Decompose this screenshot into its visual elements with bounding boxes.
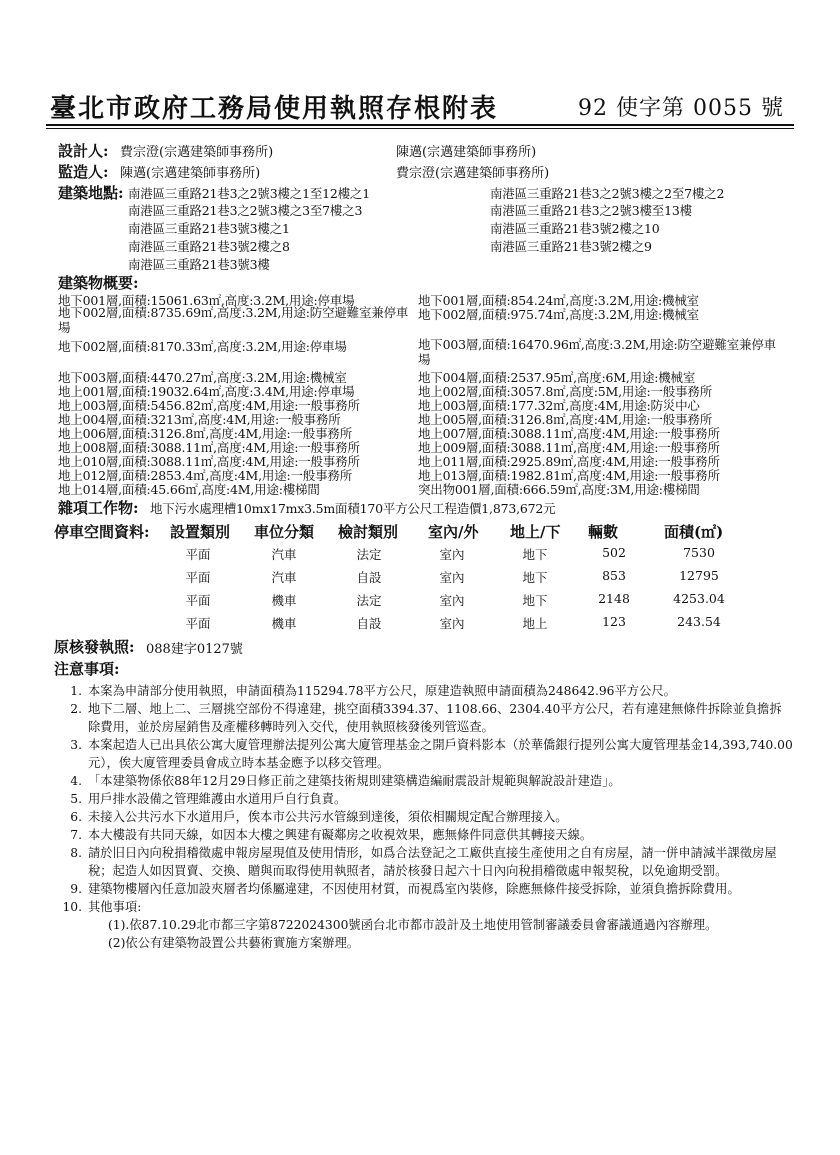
floor-entry: 地上009層,面積:3088.11㎡,高度:4M,用途:一般事務所 bbox=[418, 440, 720, 455]
parking-cell: 243.54 bbox=[677, 614, 721, 629]
note-item: 6. 未接入公共污水下水道用戶，俟本市公共污水管線到達後，須依相關規定配合辦理接入。 bbox=[70, 810, 568, 824]
parking-cell: 123 bbox=[602, 614, 626, 629]
designer-right: 陳邁(宗邁建築師事務所) bbox=[396, 145, 537, 160]
parking-cell: 平面 bbox=[185, 593, 211, 608]
floor-entry: 地上002層,面積:3057.8㎡,高度:5M,用途:一般事務所 bbox=[418, 384, 713, 399]
floor-entry: 地下002層,面積:8735.69㎡,高度:3.2M,用途:防空避難室兼停車場 bbox=[58, 305, 409, 335]
parking-cell: 室內 bbox=[439, 616, 465, 631]
parking-cell: 4253.04 bbox=[673, 591, 725, 606]
misc-work-text: 地下污水處理槽10mx17mx3.5m面積170平方公尺工程造價1,873,672元 bbox=[150, 501, 556, 516]
parking-cell: 機車 bbox=[271, 593, 297, 608]
designer-label: 設計人: bbox=[58, 142, 109, 160]
parking-cell: 自設 bbox=[356, 616, 382, 631]
parking-header: 室內/外 bbox=[428, 523, 479, 541]
title-rule-thin bbox=[46, 128, 794, 129]
note-item: 9. 建築物樓層內任意加設夾層者均係屬違建，不因使用材質，而視爲室內裝修，除應無條件接受拆除，並須負擔拆除費用。 bbox=[70, 882, 740, 896]
parking-cell: 汽車 bbox=[271, 547, 297, 562]
site-address: 南港區三重路21巷3之2號3樓之1至12樓之1 bbox=[128, 186, 370, 201]
misc-work-label: 雜項工作物: bbox=[58, 499, 139, 517]
original-permit-label: 原核發執照: bbox=[54, 638, 135, 656]
note-item: 4. 「本建築物係依88年12月29日修正前之建築技術規則建築構造編耐震設計規範與解說設計建造」。 bbox=[70, 774, 621, 788]
floor-entry: 地下003層,面積:4470.27㎡,高度:3.2M,用途:機械室 bbox=[58, 370, 347, 385]
document-title: 臺北市政府工務局使用執照存根附表 bbox=[50, 94, 499, 124]
parking-cell: 平面 bbox=[185, 616, 211, 631]
parking-header: 面積(㎡) bbox=[664, 523, 724, 541]
site-address: 南港區三重路21巷3號3樓之1 bbox=[128, 221, 290, 236]
note-item: 3. 本案起造人已出具依公寓大廈管理辦法提列公寓大廈管理基金之開戶資料影本（於華僑銀行提列公寓大廈管理基金14,393,740.00元），俟大廈管理委員會成立時本基金應予以移交管理。 bbox=[70, 738, 793, 770]
parking-header: 車位分類 bbox=[254, 523, 315, 541]
floor-entry: 地上004層,面積:3213㎡,高度:4M,用途:一般事務所 bbox=[58, 412, 341, 427]
floor-entry: 地上003層,面積:5456.82㎡,高度:4M,用途:一般事務所 bbox=[58, 398, 360, 413]
parking-cell: 機車 bbox=[271, 616, 297, 631]
parking-cell: 地下 bbox=[522, 593, 548, 608]
original-permit-value: 088建字0127號 bbox=[146, 642, 243, 657]
parking-cell: 853 bbox=[602, 568, 626, 583]
floor-entry: 地上008層,面積:3088.11㎡,高度:4M,用途:一般事務所 bbox=[58, 440, 360, 455]
floor-entry: 地上012層,面積:2853.4㎡,高度:4M,用途:一般事務所 bbox=[58, 468, 353, 483]
floor-entry: 地下002層,面積:975.74㎡,高度:3.2M,用途:機械室 bbox=[418, 307, 699, 322]
parking-cell: 502 bbox=[602, 545, 626, 560]
site-address: 南港區三重路21巷3號2樓之8 bbox=[128, 239, 290, 254]
floor-entry: 地下001層,面積:854.24㎡,高度:3.2M,用途:機械室 bbox=[418, 293, 699, 308]
parking-cell: 7530 bbox=[683, 545, 715, 560]
parking-header: 檢討類別 bbox=[338, 523, 399, 541]
floor-entry: 地下001層,面積:15061.63㎡,高度:3.2M,用途:停車場 bbox=[58, 293, 355, 308]
floor-entry: 地上001層,面積:19032.64㎡,高度:3.4M,用途:停車場 bbox=[58, 384, 355, 399]
parking-cell: 平面 bbox=[185, 570, 211, 585]
supervisor-right: 費宗澄(宗邁建築師事務所) bbox=[396, 166, 550, 181]
permit-number: 92 使字第 0055 號 bbox=[578, 96, 784, 121]
parking-label: 停車空間資料: bbox=[54, 523, 150, 541]
site-address: 南港區三重路21巷3之2號3樓之3至7樓之3 bbox=[128, 203, 363, 218]
parking-cell: 2148 bbox=[598, 591, 630, 606]
supervisor-left: 陳邁(宗邁建築師事務所) bbox=[120, 166, 261, 181]
floor-entry: 地上013層,面積:1982.81㎡,高度:4M,用途:一般事務所 bbox=[418, 468, 720, 483]
floor-entry: 地下002層,面積:8170.33㎡,高度:3.2M,用途:停車場 bbox=[58, 339, 347, 354]
parking-cell: 地下 bbox=[522, 570, 548, 585]
floor-entry: 地上005層,面積:3126.8㎡,高度:4M,用途:一般事務所 bbox=[418, 412, 713, 427]
parking-cell: 12795 bbox=[679, 568, 719, 583]
overview-label: 建築物概要: bbox=[58, 274, 139, 292]
note-subitem: (1).依87.10.29北市都三字第8722024300號函台北市都市設計及土地使用管制審議委員會審議通過內容辦理。 bbox=[108, 918, 718, 932]
parking-cell: 法定 bbox=[356, 547, 382, 562]
floor-entry: 地上010層,面積:3088.11㎡,高度:4M,用途:一般事務所 bbox=[58, 454, 360, 469]
parking-cell: 平面 bbox=[185, 547, 211, 562]
parking-cell: 自設 bbox=[356, 570, 382, 585]
note-item: 8. 請於旧日內向稅捐稽徵處申報房屋現值及使用情形，如爲合法登記之工廠供直接生產使用之自有房屋，請一併申請減半課徵房屋稅；起造人如因買賣、交換、贈與而取得使用執照者，請於核發日起六十日內向稅捐稽徵處申報契稅，以免逾期受罰。 bbox=[70, 846, 777, 878]
floor-entry: 地下003層,面積:16470.96㎡,高度:3.2M,用途:防空避難室兼停車場 bbox=[418, 337, 776, 367]
notes-label: 注意事項: bbox=[54, 660, 120, 678]
site-address: 南港區三重路21巷3號2樓之9 bbox=[490, 239, 652, 254]
parking-header: 地上/下 bbox=[510, 523, 561, 541]
site-address: 南港區三重路21巷3之2號3樓之2至7樓之2 bbox=[490, 186, 725, 201]
floor-entry: 地上014層,面積:45.66㎡,高度:4M,用途:樓梯間 bbox=[58, 482, 320, 497]
floor-entry: 地上006層,面積:3126.8㎡,高度:4M,用途:一般事務所 bbox=[58, 426, 353, 441]
note-item: 1. 本案為申請部分使用執照，申請面積為115294.78平方公尺，原建造執照申請面積為248642.96平方公尺。 bbox=[70, 684, 676, 698]
parking-cell: 地上 bbox=[522, 616, 548, 631]
site-address: 南港區三重路21巷3號2樓之10 bbox=[490, 221, 660, 236]
title-rule bbox=[46, 124, 794, 126]
site-address: 南港區三重路21巷3之2號3樓至13樓 bbox=[490, 203, 692, 218]
floor-entry: 地下004層,面積:2537.95㎡,高度:6M,用途:機械室 bbox=[418, 370, 696, 385]
note-item: 10. 其他事項: bbox=[62, 900, 142, 914]
parking-cell: 汽車 bbox=[271, 570, 297, 585]
note-subitem: (2)依公有建築物設置公共藝術實施方案辦理。 bbox=[108, 936, 360, 950]
note-item: 7. 本大樓設有共同天線，如因本大樓之興建有礙鄰房之收視效果，應無條件同意供其轉接天線。 bbox=[70, 828, 593, 842]
supervisor-label: 監造人: bbox=[58, 163, 109, 181]
site-label: 建築地點: bbox=[58, 184, 124, 202]
designer-left: 費宗澄(宗邁建築師事務所) bbox=[120, 145, 274, 160]
parking-cell: 室內 bbox=[439, 547, 465, 562]
parking-header: 輛數 bbox=[588, 523, 619, 541]
floor-entry: 地上003層,面積:177.32㎡,高度:4M,用途:防災中心 bbox=[418, 398, 700, 413]
parking-cell: 室內 bbox=[439, 593, 465, 608]
site-address: 南港區三重路21巷3號3樓 bbox=[128, 257, 270, 272]
floor-entry: 地上007層,面積:3088.11㎡,高度:4M,用途:一般事務所 bbox=[418, 426, 720, 441]
notes-list bbox=[58, 682, 793, 952]
parking-cell: 地下 bbox=[522, 547, 548, 562]
parking-header: 設置類別 bbox=[170, 523, 231, 541]
parking-cell: 法定 bbox=[356, 593, 382, 608]
floor-entry: 突出物001層,面積:666.59㎡,高度:3M,用途:樓梯間 bbox=[418, 482, 700, 497]
note-item: 5. 用戶排水設備之管理維護由水道用戶自行負責。 bbox=[70, 792, 347, 806]
note-item: 2. 地下二層、地上二、三層挑空部份不得違建，挑空面積3394.37、1108.66、2304.40平方公尺，若有違建無條件拆除並負擔拆除費用，並於房屋銷售及產權移轉時列入交代，使用執照核發後列管巡查。 bbox=[70, 702, 782, 734]
parking-cell: 室內 bbox=[439, 570, 465, 585]
floor-entry: 地上011層,面積:2925.89㎡,高度:4M,用途:一般事務所 bbox=[418, 454, 720, 469]
